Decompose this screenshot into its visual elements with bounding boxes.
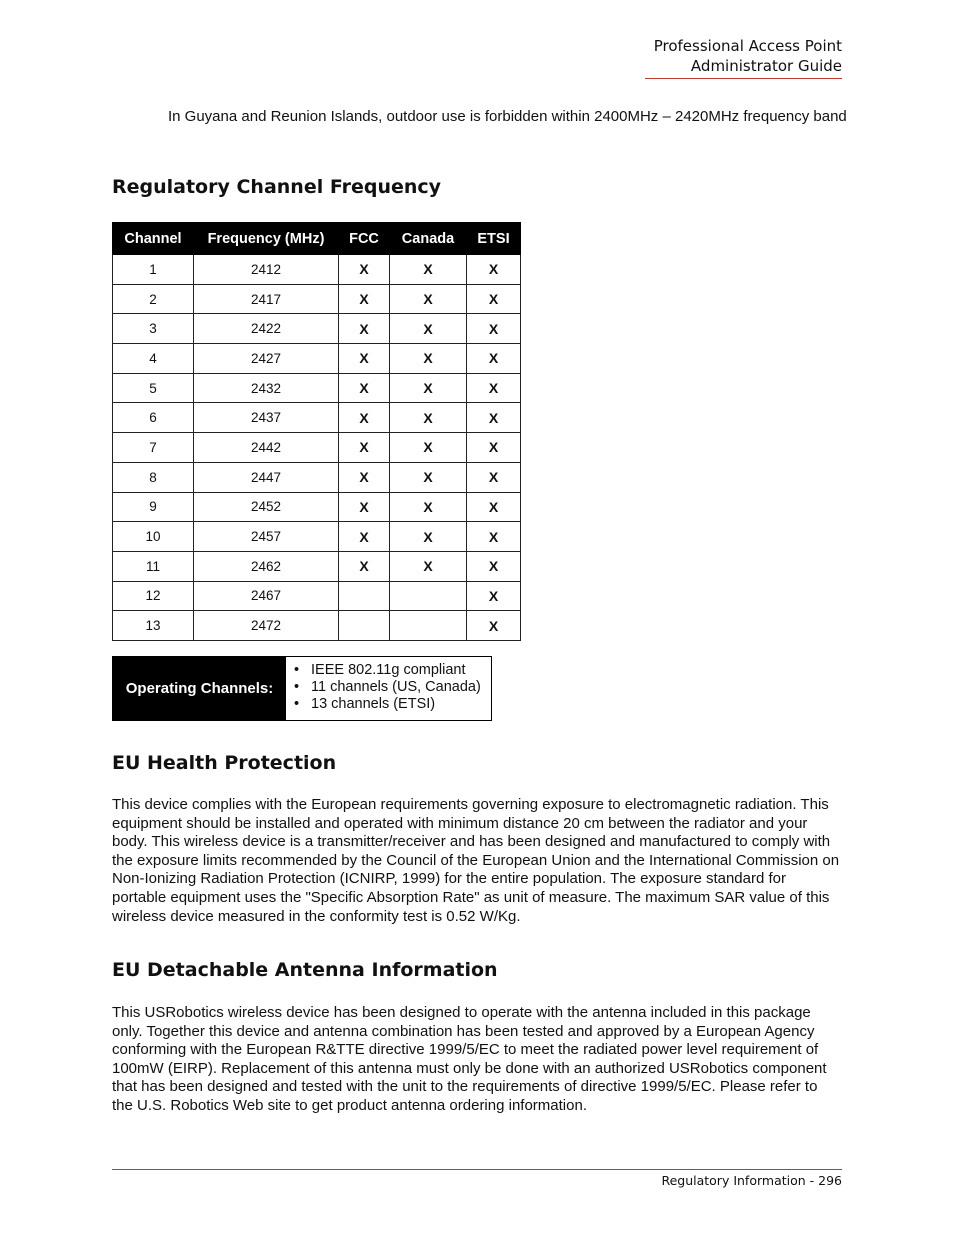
etsi-cell: X bbox=[467, 314, 521, 344]
canada-cell: X bbox=[390, 344, 467, 374]
table-row bbox=[113, 492, 521, 522]
frequency-cell: 2442 bbox=[194, 433, 339, 463]
operating-channels-box bbox=[112, 656, 492, 721]
canada-cell: X bbox=[390, 373, 467, 403]
col-header-canada: Canada bbox=[390, 223, 467, 255]
channel-cell: 3 bbox=[113, 314, 194, 344]
etsi-cell: X bbox=[467, 284, 521, 314]
col-header-channel: Channel bbox=[113, 223, 194, 255]
channel-cell: 1 bbox=[113, 255, 194, 285]
list-item: • 11 channels (US, Canada) bbox=[294, 679, 481, 696]
eu-health-paragraph: This device complies with the European requirements governing exposure to electromagnetic radiation. This equipment should be installed and operated with minimum distance 20 cm between the radiator and your body. This wireless device is a transmitter/receiver and has been designed and manufactured to comply with the exposure limits recommended by the Council of the European Union and the International Commission on Non-Ionizing Radiation Protection (ICNIRP, 1999) for the entire population. The exposure standard for portable equipment uses the "Specific Absorption Rate" as unit of measure. The maximum SAR value of this wireless device measured in the conformity test is 0.52 W/Kg. bbox=[112, 796, 840, 925]
fcc-cell: X bbox=[339, 403, 390, 433]
table-row bbox=[113, 255, 521, 285]
fcc-cell: X bbox=[339, 462, 390, 492]
etsi-cell: X bbox=[467, 581, 521, 611]
table-row bbox=[113, 344, 521, 374]
canada-cell: X bbox=[390, 403, 467, 433]
canada-cell: X bbox=[390, 522, 467, 552]
frequency-cell: 2432 bbox=[194, 373, 339, 403]
fcc-cell: X bbox=[339, 284, 390, 314]
canada-cell bbox=[390, 581, 467, 611]
canada-cell: X bbox=[390, 462, 467, 492]
fcc-cell bbox=[339, 581, 390, 611]
table-row bbox=[113, 403, 521, 433]
channel-cell: 11 bbox=[113, 551, 194, 581]
fcc-cell: X bbox=[339, 433, 390, 463]
channel-cell: 10 bbox=[113, 522, 194, 552]
canada-cell: X bbox=[390, 314, 467, 344]
canada-cell: X bbox=[390, 284, 467, 314]
eu-antenna-paragraph: This USRobotics wireless device has been designed to operate with the antenna included in this package only. Together this device and antenna combination has been tested and approved by a European Agency conforming with the European R&TTE directive 1999/5/EC to meet the radiated power level requirement of 100mW (EIRP). Replacement of this antenna must only be done with an authorized USRobotics component that has been designed and tested with the unit to the requirements of directive 1999/5/EC. Please refer to the U.S. Robotics Web site to get product antenna ordering information. bbox=[112, 1004, 827, 1114]
operating-channels-list bbox=[286, 657, 481, 720]
col-header-etsi: ETSI bbox=[467, 223, 521, 255]
fcc-cell: X bbox=[339, 255, 390, 285]
heading-eu-health-protection: EU Health Protection bbox=[112, 752, 337, 774]
etsi-cell: X bbox=[467, 611, 521, 641]
frequency-cell: 2417 bbox=[194, 284, 339, 314]
frequency-cell: 2447 bbox=[194, 462, 339, 492]
frequency-cell: 2427 bbox=[194, 344, 339, 374]
canada-cell bbox=[390, 611, 467, 641]
etsi-cell: X bbox=[467, 344, 521, 374]
etsi-cell: X bbox=[467, 255, 521, 285]
etsi-cell: X bbox=[467, 492, 521, 522]
heading-eu-detachable-antenna: EU Detachable Antenna Information bbox=[112, 959, 498, 981]
channel-cell: 4 bbox=[113, 344, 194, 374]
table-row bbox=[113, 373, 521, 403]
heading-regulatory-channel-frequency: Regulatory Channel Frequency bbox=[112, 176, 442, 198]
frequency-cell: 2467 bbox=[194, 581, 339, 611]
frequency-cell: 2437 bbox=[194, 403, 339, 433]
table-row bbox=[113, 581, 521, 611]
col-header-fcc: FCC bbox=[339, 223, 390, 255]
frequency-cell: 2472 bbox=[194, 611, 339, 641]
frequency-cell: 2452 bbox=[194, 492, 339, 522]
list-item: • 13 channels (ETSI) bbox=[294, 696, 481, 713]
channel-cell: 5 bbox=[113, 373, 194, 403]
fcc-cell: X bbox=[339, 314, 390, 344]
etsi-cell: X bbox=[467, 403, 521, 433]
table-row bbox=[113, 314, 521, 344]
header-rule bbox=[645, 78, 842, 79]
frequency-cell: 2412 bbox=[194, 255, 339, 285]
etsi-cell: X bbox=[467, 433, 521, 463]
channel-cell: 12 bbox=[113, 581, 194, 611]
table-header-row bbox=[113, 223, 521, 255]
fcc-cell: X bbox=[339, 522, 390, 552]
table-row bbox=[113, 551, 521, 581]
table-row bbox=[113, 284, 521, 314]
fcc-cell: X bbox=[339, 344, 390, 374]
channel-cell: 6 bbox=[113, 403, 194, 433]
table-body bbox=[113, 255, 521, 641]
canada-cell: X bbox=[390, 433, 467, 463]
running-header bbox=[654, 36, 842, 76]
header-line-2: Administrator Guide bbox=[690, 57, 842, 75]
channel-cell: 13 bbox=[113, 611, 194, 641]
fcc-cell: X bbox=[339, 551, 390, 581]
fcc-cell: X bbox=[339, 373, 390, 403]
page-footer: Regulatory Information - 296 bbox=[661, 1173, 842, 1188]
frequency-cell: 2457 bbox=[194, 522, 339, 552]
fcc-cell bbox=[339, 611, 390, 641]
channel-cell: 8 bbox=[113, 462, 194, 492]
channel-cell: 9 bbox=[113, 492, 194, 522]
canada-cell: X bbox=[390, 492, 467, 522]
frequency-cell: 2462 bbox=[194, 551, 339, 581]
footer-rule bbox=[112, 1169, 842, 1170]
fcc-cell: X bbox=[339, 492, 390, 522]
etsi-cell: X bbox=[467, 462, 521, 492]
col-header-frequency: Frequency (MHz) bbox=[194, 223, 339, 255]
table-row bbox=[113, 433, 521, 463]
operating-channels-label: Operating Channels: bbox=[113, 657, 286, 720]
etsi-cell: X bbox=[467, 373, 521, 403]
list-item: • IEEE 802.11g compliant bbox=[294, 662, 481, 679]
channel-cell: 7 bbox=[113, 433, 194, 463]
etsi-cell: X bbox=[467, 522, 521, 552]
intro-paragraph: In Guyana and Reunion Islands, outdoor use is forbidden within 2400MHz – 2420MHz frequency band bbox=[168, 108, 847, 125]
header-line-1: Professional Access Point bbox=[653, 37, 842, 55]
channel-cell: 2 bbox=[113, 284, 194, 314]
table-row bbox=[113, 462, 521, 492]
canada-cell: X bbox=[390, 255, 467, 285]
etsi-cell: X bbox=[467, 551, 521, 581]
table-row bbox=[113, 522, 521, 552]
table-row bbox=[113, 611, 521, 641]
channel-frequency-table bbox=[112, 222, 521, 641]
frequency-cell: 2422 bbox=[194, 314, 339, 344]
canada-cell: X bbox=[390, 551, 467, 581]
